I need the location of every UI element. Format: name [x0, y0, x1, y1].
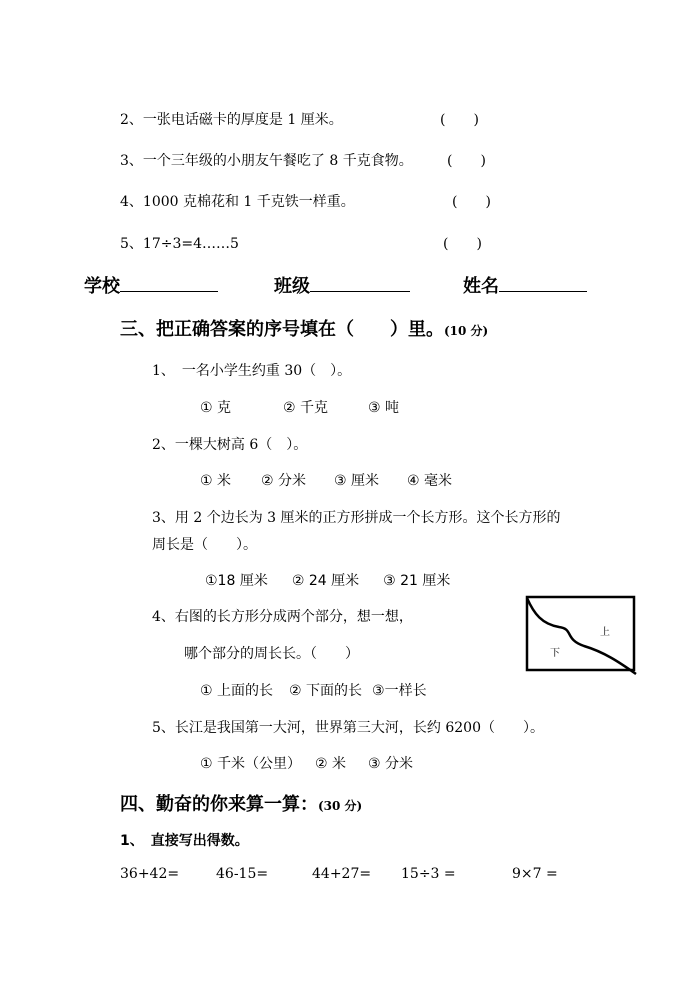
q2-option-3[interactable]: ③ 厘米: [334, 473, 380, 489]
name-label: 姓名: [463, 276, 499, 297]
calc-problem-2: 46-15=: [216, 866, 269, 882]
section3-score: (10 分): [444, 324, 489, 338]
q3-option-3[interactable]: ③ 21 厘米: [383, 573, 451, 589]
q5-option-2[interactable]: ② 米: [315, 756, 347, 772]
q1-options: [200, 397, 429, 417]
q2-option-2[interactable]: ② 分米: [261, 473, 307, 489]
q2-option-4[interactable]: ④ 毫米: [407, 473, 453, 489]
section4-sub1: 1、 直接写出得数。: [120, 833, 249, 849]
q4-option-1[interactable]: ① 上面的长: [200, 683, 274, 699]
school-label: 学校: [84, 276, 120, 297]
section4-score: (30 分): [318, 799, 363, 813]
section4-heading: [120, 790, 362, 816]
q5-options: [200, 753, 443, 773]
judge-item-2: 2、一张电话磁卡的厚度是 1 厘米。: [120, 112, 343, 128]
q5-text: 5、长江是我国第一大河，世界第三大河，长约 6200（ ）。: [152, 720, 544, 736]
q4-line1: 4、右图的长方形分成两个部分，想一想，: [152, 609, 413, 625]
q2-option-1[interactable]: ① 米: [200, 473, 232, 489]
answer-paren[interactable]: ( ): [452, 194, 491, 210]
name-blank[interactable]: [499, 273, 587, 292]
q3-line2: 周长是（ ）。: [152, 537, 257, 553]
figure-rectangle: [527, 597, 634, 670]
q3-options: [205, 570, 480, 590]
class-blank[interactable]: [310, 273, 410, 292]
q1-option-1[interactable]: ① 克: [200, 400, 232, 416]
q1-option-3[interactable]: ③ 吨: [368, 400, 400, 416]
school-field: [84, 272, 218, 298]
figure-dividing-curve: [527, 598, 636, 674]
rectangle-figure: [524, 594, 638, 678]
figure-top-label: 上: [600, 627, 610, 638]
q3-line1: 3、用 2 个边长为 3 厘米的正方形拼成一个长方形。这个长方形的: [152, 510, 561, 526]
q1-option-2[interactable]: ② 千克: [283, 400, 329, 416]
q3-option-1[interactable]: ①18 厘米: [205, 573, 268, 589]
q1-text: 1、 一名小学生约重 30（ ）。: [152, 363, 352, 379]
answer-paren[interactable]: ( ): [440, 112, 479, 128]
q4-options: [200, 680, 457, 700]
q2-text: 2、一棵大树高 6（ ）。: [152, 437, 308, 453]
q5-option-1[interactable]: ① 千米（公里）: [200, 756, 302, 772]
q4-line2: 哪个部分的周长长。（ ）: [184, 646, 359, 662]
q2-options: [200, 470, 482, 490]
section4-title: 四、勤奋的你来算一算：: [120, 794, 318, 815]
calc-problem-3: 44+27=: [312, 866, 372, 882]
calc-problem-4: 15÷3 =: [401, 866, 456, 882]
class-field: [274, 272, 410, 298]
answer-paren[interactable]: ( ): [447, 153, 486, 169]
section3-title: 三、把正确答案的序号填在（ ）里。: [120, 319, 444, 340]
calc-problem-1: 36+42=: [120, 866, 180, 882]
calc-problem-5: 9×7 =: [512, 866, 558, 882]
q3-option-2[interactable]: ② 24 厘米: [291, 573, 360, 589]
q5-option-3[interactable]: ③ 分米: [368, 756, 414, 772]
judge-item-4: 4、1000 克棉花和 1 千克铁一样重。: [120, 194, 355, 210]
q4-option-2[interactable]: ② 下面的长: [289, 683, 363, 699]
figure-bottom-label: 下: [550, 648, 560, 659]
name-field: [463, 272, 587, 298]
class-label: 班级: [274, 276, 310, 297]
school-blank[interactable]: [120, 273, 218, 292]
section3-heading: [120, 315, 488, 341]
judge-item-5: 5、17÷3=4……5: [120, 236, 239, 252]
judge-item-3: 3、一个三年级的小朋友午餐吃了 8 千克食物。: [120, 153, 413, 169]
answer-paren[interactable]: ( ): [443, 236, 482, 252]
q4-option-3[interactable]: ③一样长: [372, 683, 427, 699]
